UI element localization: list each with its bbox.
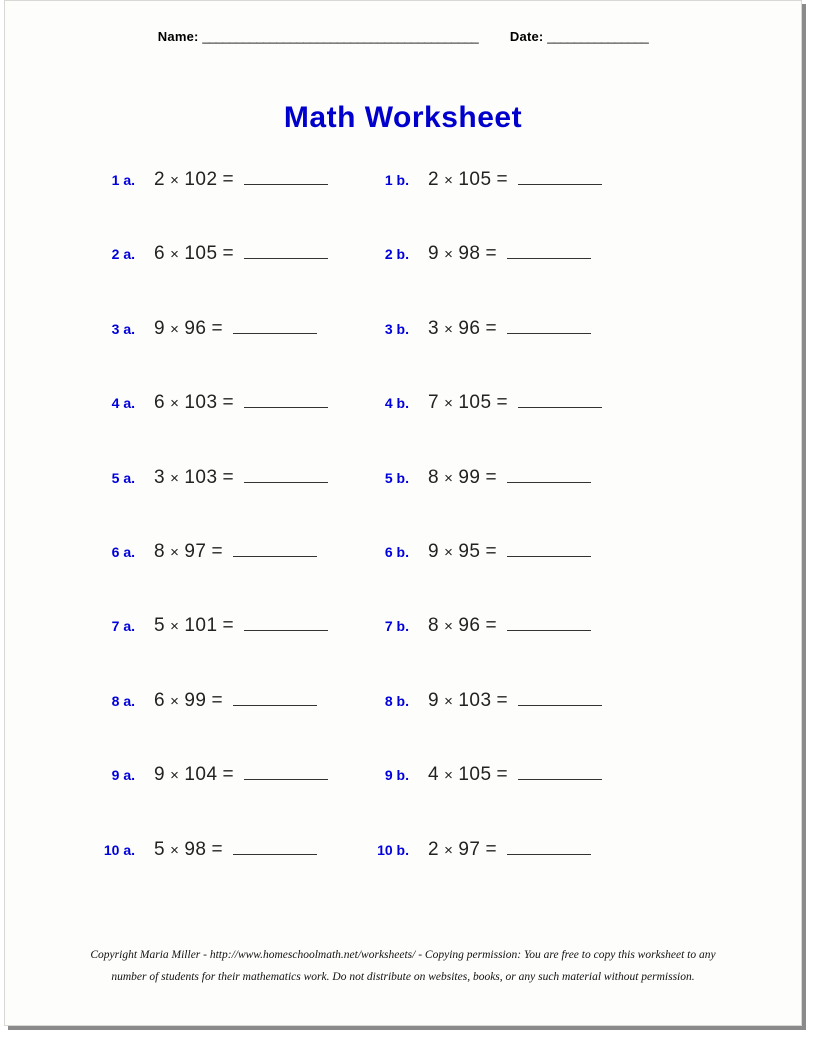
multiply-icon: × [444,767,454,785]
problem-2a [5,243,335,265]
page-title: Math Worksheet [283,101,523,134]
problem-expression [153,467,328,489]
operand-right: 95 [458,540,481,562]
problem-label: 10 b. [377,841,409,858]
problem-row [5,541,801,615]
operand-right: 103 [184,392,218,414]
answer-blank[interactable] [244,170,328,185]
problem-label: 2 a. [111,246,135,263]
answer-blank[interactable] [233,542,317,557]
copyright-footer [5,945,801,989]
answer-blank[interactable] [507,840,591,855]
problem-label: 6 a. [111,543,135,560]
problem-label: 7 b. [384,618,409,635]
problem-expression [427,169,602,191]
equals-sign: = [222,466,235,488]
operand-left: 6 [154,689,166,711]
operand-left: 8 [154,540,166,562]
problem-7a [5,615,335,637]
answer-blank[interactable] [244,765,328,780]
equals-sign: = [496,689,509,711]
operand-right: 105 [458,764,492,786]
equals-sign: = [485,838,498,860]
problem-expression [427,392,602,414]
operand-right: 97 [184,540,207,562]
name-label: Name: [157,29,199,44]
operand-right: 103 [184,466,218,488]
problem-expression [153,169,328,191]
operand-right: 99 [458,466,481,488]
operand-right: 105 [458,392,492,414]
equals-sign: = [211,689,224,711]
problem-row [5,243,801,317]
problem-label: 3 a. [111,320,135,337]
problem-8b [335,690,695,712]
operand-right: 101 [184,615,218,637]
equals-sign: = [222,615,235,637]
problem-expression [153,243,328,265]
operand-left: 9 [428,243,440,265]
problem-expression [153,318,317,340]
problem-row [5,615,801,689]
answer-blank[interactable] [233,840,317,855]
problem-9a [5,764,335,786]
answer-blank[interactable] [518,393,602,408]
problem-label: 9 b. [384,767,409,784]
copyright-line-2: number of students for their mathematics work. Do not distribute on websites, books, or any such material without permission. [111,971,695,984]
equals-sign: = [485,243,498,265]
answer-blank[interactable] [244,244,328,259]
problem-label: 9 a. [111,767,135,784]
problem-row [5,764,801,838]
operand-left: 5 [154,615,166,637]
problem-4b [335,392,695,414]
problem-row [5,839,801,913]
multiply-icon: × [444,692,454,710]
multiply-icon: × [444,618,454,636]
operand-left: 9 [428,689,440,711]
operand-right: 98 [458,243,481,265]
operand-left: 4 [428,764,440,786]
problem-label: 2 b. [384,246,409,263]
problem-row [5,467,801,541]
operand-left: 8 [428,615,440,637]
problem-label: 5 b. [384,469,409,486]
multiply-icon: × [170,246,180,264]
problem-expression [153,615,328,637]
problem-label: 1 a. [111,172,135,188]
equals-sign: = [485,540,498,562]
multiply-icon: × [444,395,454,413]
answer-blank[interactable] [244,616,328,631]
operand-right: 99 [184,689,207,711]
operand-left: 2 [428,838,440,860]
operand-left: 6 [154,392,166,414]
problem-expression [153,690,317,712]
problem-expression [427,690,602,712]
problem-expression [153,541,317,563]
date-label: Date: [509,29,544,44]
operand-right: 96 [184,317,207,339]
problem-label: 8 a. [111,692,135,709]
operand-right: 97 [458,838,481,860]
problem-expression [153,764,328,786]
problem-3b [335,318,695,340]
problem-expression [427,243,591,265]
problem-8a [5,690,335,712]
problem-9b [335,764,695,786]
multiply-icon: × [170,543,180,561]
equals-sign: = [211,838,224,860]
equals-sign: = [211,540,224,562]
operand-right: 104 [184,764,218,786]
answer-blank[interactable] [518,170,602,185]
operand-right: 98 [184,838,207,860]
problem-1b [335,169,695,191]
multiply-icon: × [444,246,454,264]
answer-blank[interactable] [233,691,317,706]
answer-blank[interactable] [233,319,317,334]
problem-label: 5 a. [111,469,135,486]
problem-row [5,392,801,466]
operand-left: 9 [154,764,166,786]
equals-sign: = [222,243,235,265]
problem-3a [5,318,335,340]
answer-blank[interactable] [507,542,591,557]
operand-left: 2 [428,169,440,190]
problem-expression [427,615,591,637]
problem-7b [335,615,695,637]
problem-5a [5,467,335,489]
multiply-icon: × [170,618,180,636]
multiply-icon: × [444,469,454,487]
answer-blank[interactable] [244,468,328,483]
problem-10a [5,839,335,861]
problem-2b [335,243,695,265]
copyright-line-1: Copyright Maria Miller - http://www.homeschoolmath.net/worksheets/ - Copying permission: You are free to copy this worksheet to any [90,949,716,962]
problem-expression [427,839,591,861]
multiply-icon: × [170,692,180,710]
operand-left: 3 [154,466,166,488]
multiply-icon: × [444,320,454,338]
answer-blank[interactable] [507,319,591,334]
multiply-icon: × [170,767,180,785]
equals-sign: = [222,169,235,190]
equals-sign: = [496,764,509,786]
operand-left: 9 [428,540,440,562]
problem-row [5,169,801,243]
multiply-icon: × [170,320,180,338]
answer-blank[interactable] [518,765,602,780]
operand-left: 5 [154,838,166,860]
multiply-icon: × [444,543,454,561]
multiply-icon: × [444,841,454,859]
operand-left: 7 [428,392,440,414]
problem-row [5,690,801,764]
equals-sign: = [485,466,498,488]
equals-sign: = [496,392,509,414]
problem-5b [335,467,695,489]
problem-label: 3 b. [384,320,409,337]
answer-blank[interactable] [507,244,591,259]
problem-expression [427,541,591,563]
problem-10b [335,839,695,861]
problem-grid [5,169,801,913]
answer-blank[interactable] [518,691,602,706]
problem-row [5,318,801,392]
problem-label: 1 b. [384,172,409,188]
operand-right: 102 [184,169,218,190]
name-blank[interactable]: _________________________________________ [202,29,479,44]
problem-label: 8 b. [384,692,409,709]
operand-left: 6 [154,243,166,265]
problem-expression [153,839,317,861]
operand-right: 103 [458,689,492,711]
problem-4a [5,392,335,414]
problem-label: 10 a. [103,841,135,858]
operand-right: 105 [458,169,492,190]
multiply-icon: × [170,172,180,189]
equals-sign: = [211,317,224,339]
student-info-line [5,29,801,44]
equals-sign: = [485,615,498,637]
equals-sign: = [222,392,235,414]
operand-left: 3 [428,317,440,339]
problem-label: 6 b. [384,543,409,560]
worksheet-page [4,0,802,1026]
problem-6a [5,541,335,563]
problem-label: 4 b. [384,395,409,412]
problem-expression [427,467,591,489]
equals-sign: = [222,764,235,786]
problem-1a [5,169,335,191]
operand-left: 8 [428,466,440,488]
operand-right: 105 [184,243,218,265]
equals-sign: = [485,317,498,339]
problem-expression [427,318,591,340]
problem-expression [153,392,328,414]
answer-blank[interactable] [507,468,591,483]
operand-left: 2 [154,169,166,190]
equals-sign: = [496,169,509,190]
operand-right: 96 [458,615,481,637]
problem-6b [335,541,695,563]
multiply-icon: × [170,469,180,487]
multiply-icon: × [170,841,180,859]
problem-expression [427,764,602,786]
multiply-icon: × [444,172,454,189]
operand-right: 96 [458,317,481,339]
problem-label: 4 a. [111,395,135,412]
date-blank[interactable]: _______________ [547,29,649,44]
multiply-icon: × [170,395,180,413]
operand-left: 9 [154,317,166,339]
answer-blank[interactable] [244,393,328,408]
answer-blank[interactable] [507,616,591,631]
problem-label: 7 a. [111,618,135,635]
